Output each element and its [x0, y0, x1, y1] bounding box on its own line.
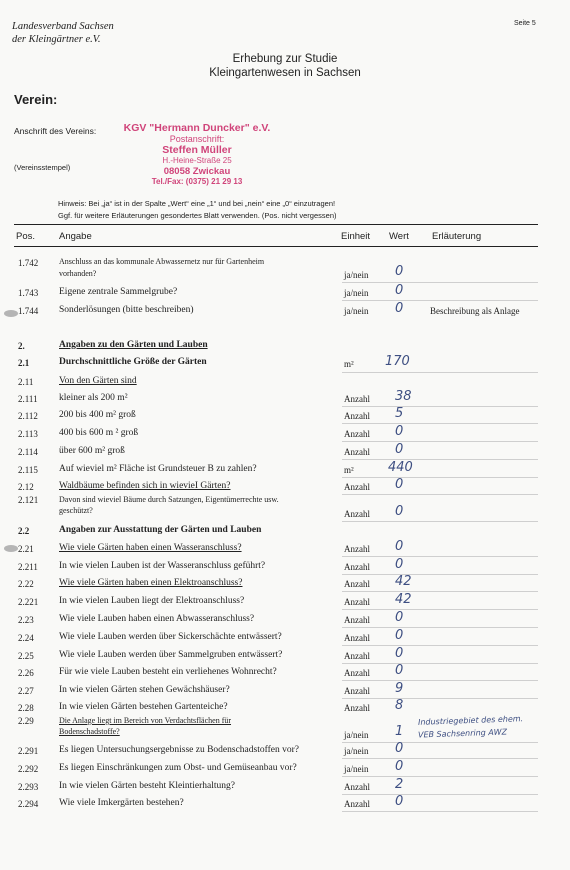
header-rule-bottom [14, 246, 538, 247]
value-line [342, 282, 538, 283]
row-explanation: Beschreibung als Anlage [430, 306, 520, 316]
row-unit: m² [344, 465, 354, 475]
row-pos: 2.25 [18, 651, 34, 661]
value-line [342, 441, 538, 442]
row-pos: 2.21 [18, 544, 34, 554]
value-line [342, 758, 538, 759]
row-unit: ja/nein [344, 764, 369, 774]
value-line [342, 680, 538, 681]
row-unit: Anzahl [344, 447, 370, 457]
row-question: Die Anlage liegt im Bereich von Verdachtsflächen für [59, 716, 232, 725]
row-question-cont: Bodenschadstoffe? [59, 727, 120, 736]
row-question: In wie vielen Lauben liegt der Elektroanschluss? [59, 596, 245, 606]
row-pos: 2.12 [18, 482, 34, 492]
row-question: Wie viele Lauben werden über Sickerschächte entwässert? [59, 632, 282, 642]
row-value: 0 [395, 442, 404, 457]
row-question-cont: vorhanden? [59, 269, 97, 278]
row-value: 38 [395, 389, 412, 404]
row-pos: 2.294 [18, 799, 39, 809]
verein-heading: Verein: [14, 92, 58, 107]
row-question: Wie viele Lauben haben einen Abwasseranschluss? [59, 614, 255, 624]
row-unit: ja/nein [344, 730, 369, 740]
row-pos: 2.112 [18, 411, 38, 421]
row-pos: 2.26 [18, 668, 34, 678]
row-question: In wie vielen Gärten besteht Kleintierhaltung? [59, 781, 235, 791]
row-unit: ja/nein [344, 270, 369, 280]
row-unit: Anzahl [344, 544, 370, 554]
survey-title-1: Erhebung zur Studie [232, 53, 338, 65]
row-value: 42 [395, 592, 412, 607]
row-value: 5 [395, 406, 404, 421]
value-line [342, 521, 538, 522]
section-pos: 2.2 [18, 526, 30, 536]
value-line [342, 372, 538, 373]
value-line [342, 627, 538, 628]
row-pos: 2.221 [18, 597, 39, 607]
section-title: Angaben zur Ausstattung der Gärten und Lauben [59, 525, 262, 535]
row-question: 400 bis 600 m ² groß [59, 428, 139, 438]
row-pos: 2.291 [18, 746, 39, 756]
row-unit: Anzahl [344, 686, 370, 696]
value-line [342, 811, 538, 812]
row-value: 0 [395, 283, 404, 298]
row-value: 0 [395, 759, 404, 774]
row-pos: 2.292 [18, 764, 39, 774]
row-pos: 2.114 [18, 447, 38, 457]
row-value: 0 [395, 663, 404, 678]
col-pos: Pos. [16, 231, 36, 242]
hint-line-2: Ggf. für weitere Erläuterungen gesondertes Blatt verwenden. (Pos. nicht vergessen) [58, 211, 337, 220]
row-pos: 1.744 [18, 306, 39, 316]
hint-line-1: Hinweis: Bei „ja“ ist in der Spalte „Wert“ eine „1“ und bei „nein“ eine „0“ einzutragen! [58, 199, 336, 208]
row-value: 2 [395, 777, 404, 792]
row-pos: 2.24 [18, 633, 34, 643]
row-value: 0 [395, 504, 404, 519]
row-pos: 2.211 [18, 562, 38, 572]
row-unit: Anzahl [344, 668, 370, 678]
value-line [342, 459, 538, 460]
value-line [342, 423, 538, 424]
row-unit: ja/nein [344, 306, 369, 316]
row-pos: 2.1 [18, 358, 30, 368]
row-question: über 600 m² groß [59, 446, 125, 456]
row-question: Durchschnittliche Größe der Gärten [59, 357, 207, 367]
section-pos: 2. [18, 341, 25, 351]
row-value: 1 [395, 724, 404, 739]
row-value: 0 [395, 646, 404, 661]
row-unit: Anzahl [344, 411, 370, 421]
row-pos: 2.111 [18, 394, 38, 404]
survey-title-2: Kleingartenwesen in Sachsen [209, 67, 361, 79]
row-value: 0 [395, 424, 404, 439]
col-angabe: Angabe [59, 231, 92, 242]
row-value: 9 [395, 681, 404, 696]
value-line [342, 794, 538, 795]
row-question: Wie viele Imkergärten bestehen? [59, 798, 184, 808]
value-line [342, 645, 538, 646]
row-unit: Anzahl [344, 651, 370, 661]
row-unit: m² [344, 359, 354, 369]
value-line [342, 556, 538, 557]
row-pos: 2.121 [18, 495, 39, 505]
row-pos: 2.11 [18, 377, 34, 387]
row-question-cont: geschützt? [59, 506, 93, 515]
row-question: Für wie viele Lauben besteht ein verliehenes Wohnrecht? [59, 667, 277, 677]
row-pos: 2.23 [18, 615, 34, 625]
row-question: Eigene zentrale Sammelgrube? [59, 287, 178, 297]
row-question: Sonderlösungen (bitte beschreiben) [59, 305, 194, 315]
value-line [342, 574, 538, 575]
value-line [342, 776, 538, 777]
row-question: Von den Gärten sind [59, 376, 137, 386]
row-value: 42 [395, 574, 412, 589]
row-question: Es liegen Einschränkungen zum Obst- und Gemüseanbau vor? [59, 763, 297, 773]
row-pos: 2.113 [18, 429, 38, 439]
row-value: 8 [395, 698, 404, 713]
col-wert: Wert [389, 231, 409, 242]
page-number: Seite 5 [514, 20, 536, 27]
row-pos: 1.743 [18, 288, 39, 298]
row-value: 0 [395, 628, 404, 643]
row-question: In wie vielen Lauben ist der Wasseranschluss geführt? [59, 561, 266, 571]
stamp-line-1: KGV "Hermann Duncker" e.V. [123, 122, 271, 134]
row-value: 0 [395, 610, 404, 625]
row-value: 0 [395, 557, 404, 572]
row-value: 0 [395, 477, 404, 492]
row-question: Wie viele Gärten haben einen Wasseranschluss? [59, 543, 242, 553]
value-line [342, 698, 538, 699]
association-stamp [122, 122, 272, 187]
stamp-label: (Vereinsstempel) [14, 163, 71, 172]
col-erlaeuterung: Erläuterung [432, 231, 482, 242]
row-value: 0 [395, 264, 404, 279]
value-line [342, 663, 538, 664]
value-line [342, 609, 538, 610]
row-question: In wie vielen Gärten bestehen Gartenteiche? [59, 702, 228, 712]
row-value: 170 [385, 354, 410, 369]
row-unit: Anzahl [344, 782, 370, 792]
row-pos: 1.742 [18, 258, 39, 268]
row-pos: 2.115 [18, 465, 38, 475]
row-value: 0 [395, 301, 404, 316]
row-question: Davon sind wieviel Bäume durch Satzungen, Eigentümerrechte usw. [59, 495, 279, 504]
row-unit: Anzahl [344, 615, 370, 625]
section-title: Angaben zu den Gärten und Lauben [59, 340, 208, 350]
row-unit: Anzahl [344, 429, 370, 439]
row-question: Anschluss an das kommunale Abwassernetz nur für Gartenheim [59, 257, 265, 266]
row-pos: 2.29 [18, 716, 34, 726]
row-question: 200 bis 400 m² groß [59, 410, 136, 420]
handwritten-note-1: Industriegebiet des ehem. [417, 714, 524, 727]
row-unit: Anzahl [344, 799, 370, 809]
row-question: kleiner als 200 m² [59, 393, 128, 403]
row-unit: Anzahl [344, 394, 370, 404]
value-line [342, 477, 538, 478]
row-value: 0 [395, 794, 404, 809]
scan-shadow-1 [4, 310, 18, 317]
row-unit: Anzahl [344, 633, 370, 643]
handwritten-note-2: VEB Sachsenring AWZ [417, 727, 508, 740]
row-pos: 2.293 [18, 782, 39, 792]
row-question: Wie viele Gärten haben einen Elektroanschluss? [59, 578, 243, 588]
row-unit: Anzahl [344, 509, 370, 519]
row-question: Waldbäume befinden sich in wievieI Gärten? [59, 481, 231, 491]
value-line [342, 742, 538, 743]
row-pos: 2.28 [18, 703, 34, 713]
row-unit: ja/nein [344, 288, 369, 298]
row-unit: ja/nein [344, 746, 369, 756]
row-value: 0 [395, 539, 404, 554]
stamp-line-3: Steffen Müller [162, 144, 232, 156]
row-unit: Anzahl [344, 597, 370, 607]
row-question: Wie viele Lauben werden über Sammelgruben entwässert? [59, 650, 283, 660]
row-unit: Anzahl [344, 579, 370, 589]
value-line [342, 494, 538, 495]
address-label: Anschrift des Vereins: [14, 126, 97, 136]
organization-name [12, 20, 114, 46]
stamp-line-2: Postanschrift: [169, 134, 225, 144]
header-rule-top [14, 224, 538, 225]
scan-shadow-2 [4, 545, 18, 552]
stamp-line-5: 08058 Zwickau [163, 166, 231, 177]
row-pos: 2.27 [18, 686, 34, 696]
row-unit: Anzahl [344, 703, 370, 713]
stamp-line-6: Tel./Fax: (0375) 21 29 13 [151, 177, 243, 186]
row-unit: Anzahl [344, 482, 370, 492]
row-question: In wie vielen Gärten stehen Gewächshäuser? [59, 685, 230, 695]
org-line-2: der Kleingärtner e.V. [12, 34, 101, 45]
row-question: Auf wieviel m² Fläche ist Grundsteuer B zu zahlen? [59, 464, 257, 474]
row-pos: 2.22 [18, 579, 34, 589]
value-line [342, 300, 538, 301]
value-line [342, 591, 538, 592]
row-value: 0 [395, 741, 404, 756]
stamp-line-4: H.-Heine-Straße 25 [162, 156, 232, 165]
row-value: 440 [388, 460, 413, 475]
row-question: Es liegen Untersuchungsergebnisse zu Bodenschadstoffen vor? [59, 745, 299, 755]
row-unit: Anzahl [344, 562, 370, 572]
value-line [342, 406, 538, 407]
org-line-1: Landesverband Sachsen [12, 21, 114, 32]
col-einheit: Einheit [341, 231, 371, 242]
